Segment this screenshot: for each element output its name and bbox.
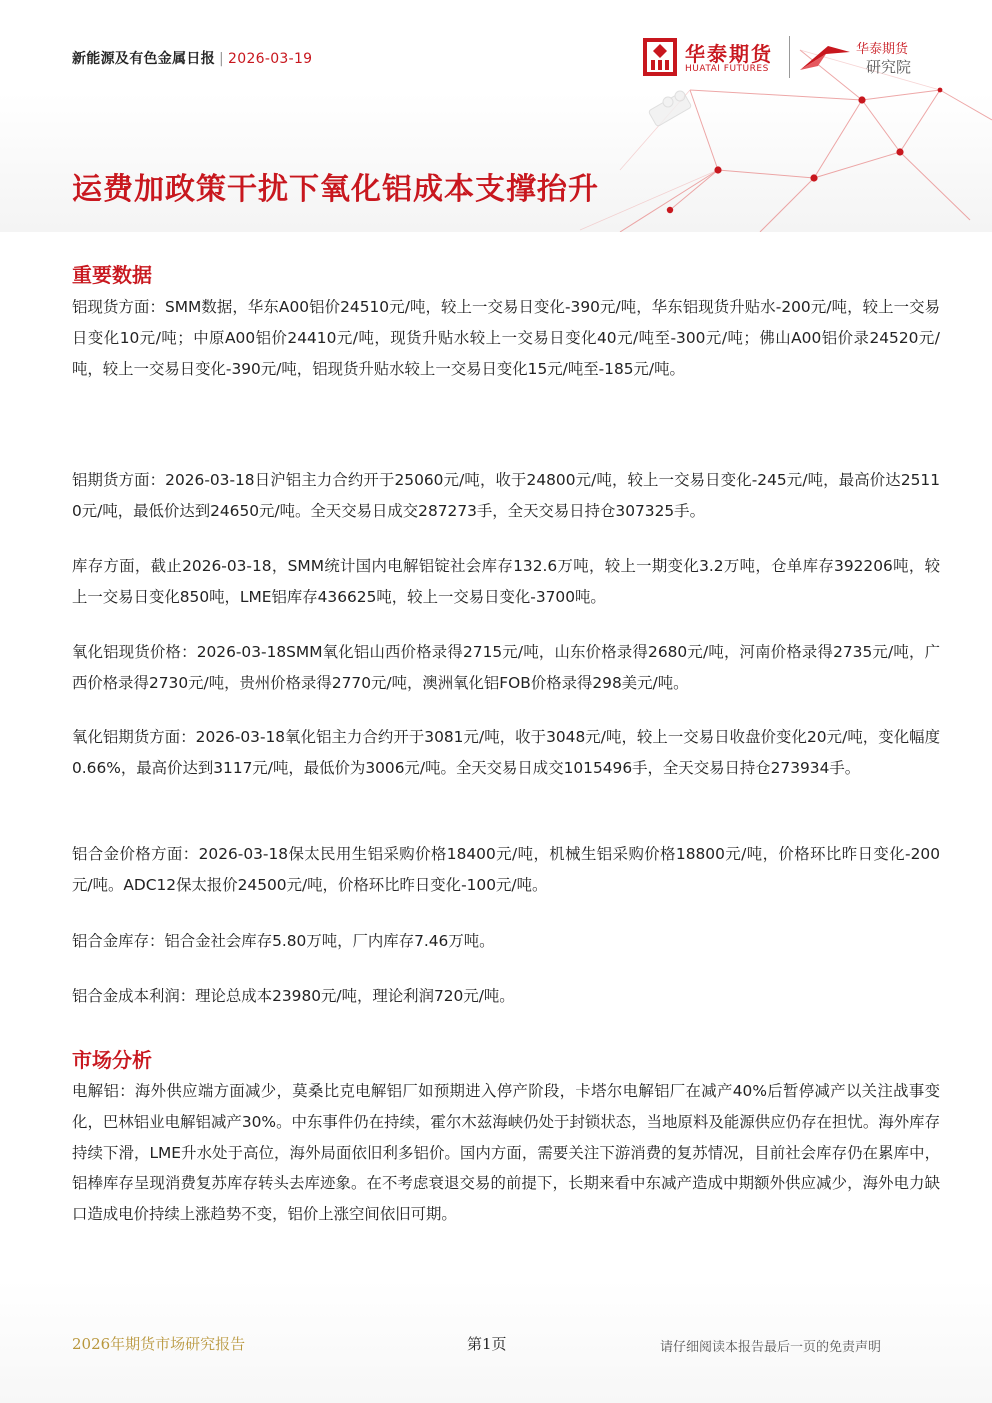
header-separator: | <box>219 51 225 67</box>
report-name: 新能源及有色金属日报 <box>72 51 215 67</box>
paragraph-alumina-futures: 氧化铝期货方面：2026-03-18氧化铝主力合约开于3081元/吨，收于3048元/吨，较上一交易日收盘价变化20元/吨，变化幅度0.66%，最高价达到3117元/吨，最低价为3006元/吨。全天交易日成交1015496手，全天交易日持仓273934手。 <box>72 728 940 777</box>
logo-name-en: HUATAI FUTURES <box>685 64 769 74</box>
research-logo-mark-icon <box>798 40 852 74</box>
logo-name-cn: 华泰期货 <box>685 42 773 66</box>
footer-page-number: 第1页 <box>467 1335 507 1353</box>
footer-disclaimer-note: 请仔细阅读本报告最后一页的免责声明 <box>660 1340 882 1355</box>
report-date: 2026-03-19 <box>228 51 313 67</box>
section-heading-market-analysis: 市场分析 <box>72 1048 152 1072</box>
paragraph-aluminum-spot: 铝现货方面：SMM数据，华东A00铝价24510元/吨，较上一交易日变化-390元/吨，华东铝现货升贴水-200元/吨，较上一交易日变化10元/吨；中原A00铝价24410元/吨，现货升贴水较上一交易日变化40元/吨至-300元/吨；佛山A00铝价录24520元/吨，较上一交易日变化-390元/吨，铝现货升贴水较上一交易日变化15元/吨至-185元/吨。 <box>72 298 940 378</box>
section-heading-key-data: 重要数据 <box>72 263 152 287</box>
header-banner <box>0 0 992 232</box>
research-logo-line2: 研究院 <box>866 58 912 76</box>
research-institute-logo <box>798 36 922 80</box>
paragraph-alumina-spot: 氧化铝现货价格：2026-03-18SMM氧化铝山西价格录得2715元/吨，山东价格录得2680元/吨，河南价格录得2735元/吨，广西价格录得2730元/吨，贵州价格录得2770元/吨，澳洲氧化铝FOB价格录得298美元/吨。 <box>72 643 940 692</box>
logo-divider <box>789 36 790 78</box>
huatai-logo-mark-icon <box>643 38 677 76</box>
research-logo-line1: 华泰期货 <box>856 42 909 57</box>
huatai-futures-logo <box>643 38 783 78</box>
paragraph-alloy-cost-profit: 铝合金成本利润：理论总成本23980元/吨，理论利润720元/吨。 <box>72 987 515 1005</box>
footer-report-name: 2026年期货市场研究报告 <box>72 1335 246 1353</box>
report-title: 运费加政策干扰下氧化铝成本支撑抬升 <box>72 172 599 207</box>
paragraph-inventory: 库存方面，截止2026-03-18，SMM统计国内电解铝锭社会库存132.6万吨，较上一期变化3.2万吨，仓单库存392206吨，较上一交易日变化850吨，LME铝库存436625吨，较上一交易日变化-3700吨。 <box>72 557 940 606</box>
paragraph-electrolytic-aluminum: 电解铝：海外供应端方面减少，莫桑比克电解铝厂如预期进入停产阶段，卡塔尔电解铝厂在减产40%后暂停减产以关注战事变化，巴林铝业电解铝减产30%。中东事件仍在持续，霍尔木兹海峡仍处于封锁状态，当地原料及能源供应仍存在担忧。海外库存持续下滑，LME升水处于高位，海外局面依旧利多铝价。国内方面，需要关注下游消费的复苏情况，目前社会库存仍在累库中，铝棒库存呈现消费复苏库存转头去库迹象。在不考虑衰退交易的前提下，长期来看中东减产造成中期额外供应减少，海外电力缺口造成电价持续上涨趋势不变，铝价上涨空间依旧可期。 <box>72 1082 940 1224</box>
paragraph-aluminum-futures: 铝期货方面：2026-03-18日沪铝主力合约开于25060元/吨，收于24800元/吨，较上一交易日变化-245元/吨，最高价达25110元/吨，最低价达到24650元/吨。全天交易日成交287273手，全天交易日持仓307325手。 <box>72 471 940 520</box>
paragraph-alloy-inventory: 铝合金库存：铝合金社会库存5.80万吨，厂内库存7.46万吨。 <box>72 932 495 950</box>
report-header <box>72 48 312 68</box>
paragraph-alloy-price: 铝合金价格方面：2026-03-18保太民用生铝采购价格18400元/吨，机械生铝采购价格18800元/吨，价格环比昨日变化-200元/吨。ADC12保太报价24500元/吨，价格环比昨日变化-100元/吨。 <box>72 845 940 894</box>
